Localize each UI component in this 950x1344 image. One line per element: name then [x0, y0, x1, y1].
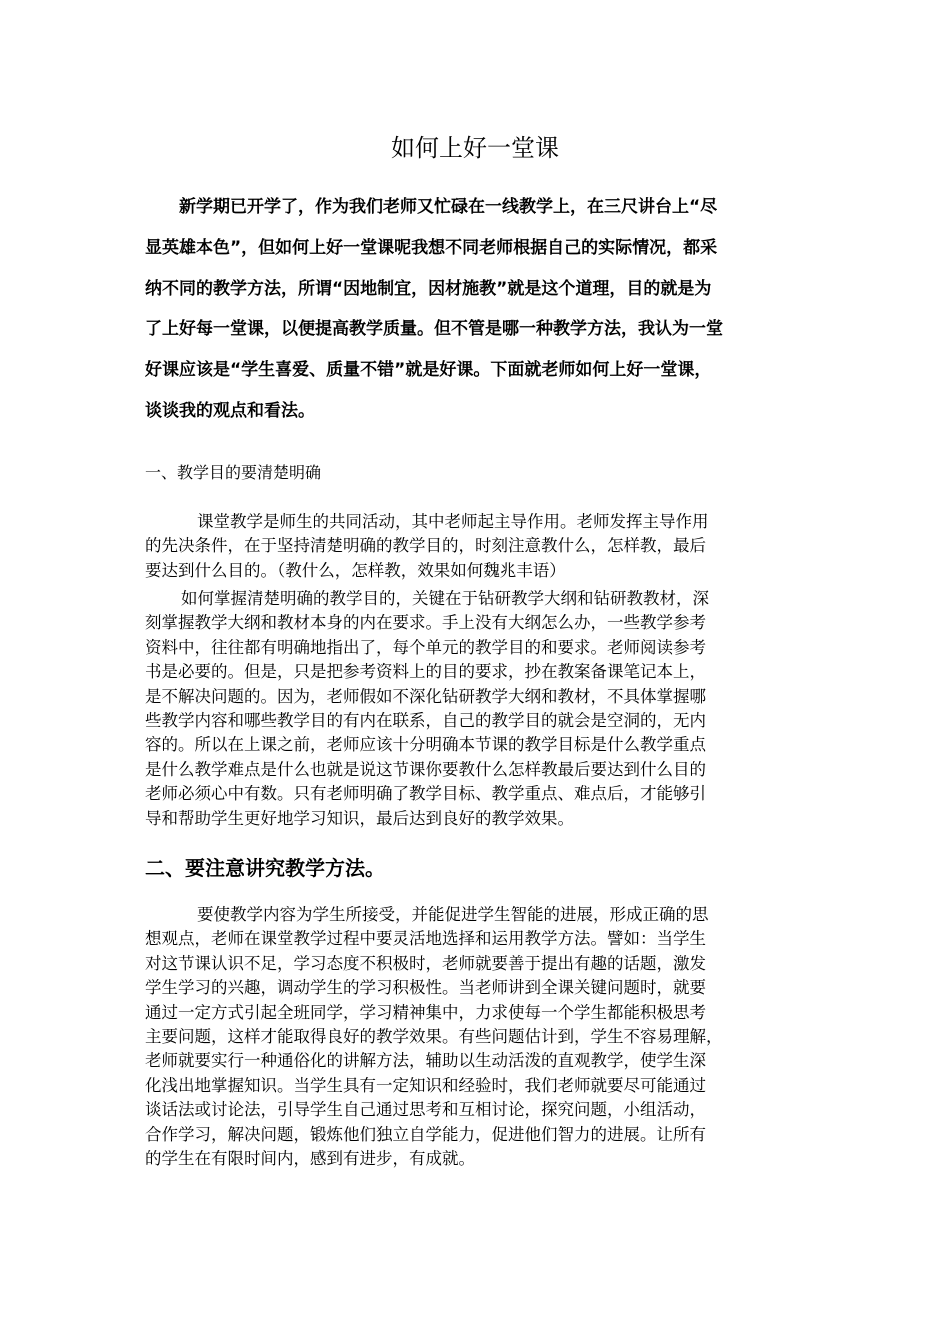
intro-line: 了上好每一堂课，以便提高教学质量。但不管是哪一种教学方法，我认为一堂 — [145, 319, 723, 340]
paragraph-line: 是什么教学难点是什么也就是说这节课你要教什么怎样教最后要达到什么目的 — [145, 759, 706, 779]
section1-paragraph1 — [145, 510, 810, 583]
paragraph-line: 学生学习的兴趣，调动学生的学习积极性。当老师讲到全课关键问题时，就要 — [145, 978, 706, 998]
paragraph-line: 书是必要的。但是，只是把参考资料上的目的要求，抄在教案备课笔记本上， — [145, 662, 706, 682]
paragraph-line: 是不解决问题的。因为，老师假如不深化钻研教学大纲和教材，不具体掌握哪 — [145, 686, 706, 706]
paragraph-line: 刻掌握教学大纲和教材本身的内在要求。手上没有大纲怎么办，一些教学参考 — [145, 613, 706, 633]
section2-paragraph — [145, 903, 810, 1171]
intro-line: 谈谈我的观点和看法。 — [145, 400, 315, 421]
paragraph-line: 容的。所以在上课之前，老师应该十分明确本节课的教学目标是什么教学重点 — [145, 735, 706, 755]
intro-line: 新学期已开学了，作为我们老师又忙碌在一线教学上，在三尺讲台上“尽 — [179, 197, 718, 217]
paragraph-line: 的先决条件，在于坚持清楚明确的教学目的，时刻注意教什么，怎样教，最后 — [145, 536, 706, 556]
paragraph-line: 老师必须心中有数。只有老师明确了教学目标、教学重点、难点后，才能够引 — [145, 784, 706, 804]
section1-heading: 一、教学目的要清楚明确 — [145, 463, 322, 482]
section1-paragraph2 — [145, 587, 810, 831]
section2-heading: 二、要注意讲究教学方法。 — [145, 856, 385, 880]
paragraph-line: 的学生在有限时间内，感到有进步，有成就。 — [145, 1149, 475, 1169]
intro-line: 好课应该是“学生喜爱、质量不错”就是好课。下面就老师如何上好一堂课， — [145, 360, 712, 381]
paragraph-line: 导和帮助学生更好地学习知识，最后达到良好的教学效果。 — [145, 808, 574, 828]
intro-line: 纳不同的教学方法，所谓“因地制宜，因材施教”就是这个道理，目的就是为 — [145, 278, 712, 299]
paragraph-line: 化浅出地掌握知识。当学生具有一定知识和经验时，我们老师就要尽可能通过 — [145, 1075, 706, 1095]
paragraph-line: 谈话法或讨论法，引导学生自己通过思考和互相讨论，探究问题，小组活动， — [145, 1100, 706, 1120]
document-title: 如何上好一堂课 — [391, 134, 559, 162]
intro-paragraph — [145, 187, 810, 432]
paragraph-line: 课堂教学是师生的共同活动，其中老师起主导作用。老师发挥主导作用 — [197, 512, 709, 531]
paragraph-line: 资料中，往往都有明确地指出了，每个单元的教学目的和要求。老师阅读参考 — [145, 637, 706, 657]
paragraph-line: 想观点，老师在课堂教学过程中要灵活地选择和运用教学方法。譬如：当学生 — [145, 929, 706, 949]
paragraph-line: 些教学内容和哪些教学目的有内在联系，自己的教学目的就会是空洞的，无内 — [145, 711, 706, 731]
paragraph-line: 对这节课认识不足，学习态度不积极时，老师就要善于提出有趣的话题，激发 — [145, 953, 706, 973]
paragraph-line: 通过一定方式引起全班同学，学习精神集中，力求使每一个学生都能积极思考 — [145, 1002, 706, 1022]
paragraph-line: 如何掌握清楚明确的教学目的，关键在于钻研教学大纲和钻研教教材，深 — [181, 589, 709, 608]
paragraph-line: 主要问题，这样才能取得良好的教学效果。有些问题估计到，学生不容易理解， — [145, 1027, 723, 1047]
paragraph-line: 老师就要实行一种通俗化的讲解方法，辅助以生动活泼的直观教学，使学生深 — [145, 1051, 706, 1071]
paragraph-line: 合作学习，解决问题，锻炼他们独立自学能力，促进他们智力的进展。让所有 — [145, 1124, 706, 1144]
paragraph-line: 要使教学内容为学生所接受，并能促进学生智能的进展，形成正确的思 — [197, 905, 709, 924]
intro-line: 显英雄本色”，但如何上好一堂课呢我想不同老师根据自己的实际情况，都采 — [145, 237, 718, 258]
paragraph-line: 要达到什么目的。（教什么，怎样教，效果如何魏兆丰语） — [145, 560, 566, 580]
